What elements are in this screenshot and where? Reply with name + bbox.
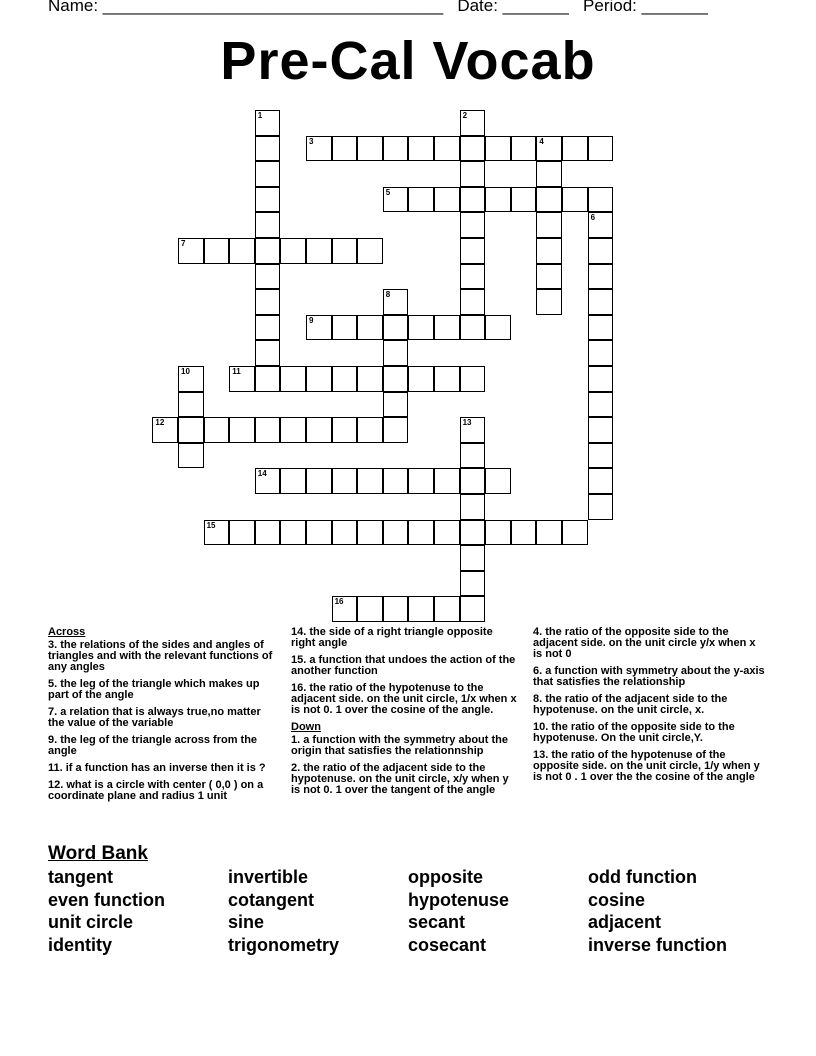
clue-column-3 (533, 627, 767, 789)
grid-cell[interactable] (460, 596, 486, 622)
grid-cell[interactable] (383, 136, 409, 162)
across-clue: 11. if a function has an inverse then it is ? (48, 762, 266, 774)
grid-cell[interactable] (255, 238, 281, 264)
grid-cell[interactable] (588, 315, 614, 341)
across-clue: 3. the relations of the sides and angles of triangles and with the relevant functions of any angles (48, 639, 273, 673)
grid-cell[interactable] (511, 187, 537, 213)
grid-cell[interactable] (460, 443, 486, 469)
grid-cell[interactable] (306, 238, 332, 264)
grid-cell[interactable] (332, 468, 358, 494)
clue-number: 9 (309, 315, 314, 325)
grid-cell[interactable] (588, 494, 614, 520)
page-title: Pre-Cal Vocab (220, 31, 596, 91)
across-clue: 15. a function that undoes the action of the another function (291, 654, 516, 677)
grid-cell[interactable] (178, 392, 204, 418)
clue-number: 4 (539, 136, 544, 146)
grid-cell[interactable] (588, 238, 614, 264)
down-clue: 8. the ratio of the adjacent side to the hypotenuse. on the unit circle, x. (533, 693, 728, 716)
grid-cell[interactable] (255, 315, 281, 341)
grid-cell[interactable] (255, 212, 281, 238)
grid-cell[interactable] (460, 571, 486, 597)
across-clue: 7. a relation that is always true,no matter the value of the variable (48, 706, 261, 729)
grid-cell[interactable] (332, 520, 358, 546)
grid-cell[interactable] (588, 212, 614, 238)
across-clue: 5. the leg of the triangle which makes up part of the angle (48, 678, 260, 701)
grid-cell[interactable] (255, 366, 281, 392)
word-bank-word: unit circle (48, 912, 134, 933)
grid-cell[interactable] (204, 238, 230, 264)
clue-number: 8 (385, 290, 391, 300)
grid-cell[interactable] (383, 468, 409, 494)
across-clue: 14. the side of a right triangle opposite right angle (291, 626, 493, 649)
grid-cell[interactable] (460, 520, 486, 546)
word-bank-word: trigonometry (228, 935, 340, 956)
grid-cell[interactable] (383, 315, 409, 341)
grid-cell[interactable] (255, 264, 281, 290)
grid-cell[interactable] (434, 468, 460, 494)
grid-cell[interactable] (255, 340, 281, 366)
clue-column-1 (48, 627, 276, 808)
clue-number: 3 (309, 136, 314, 146)
grid-cell[interactable] (306, 468, 332, 494)
grid-cell[interactable] (255, 289, 281, 315)
grid-cell[interactable] (485, 520, 511, 546)
grid-cell[interactable] (536, 161, 562, 187)
grid-cell[interactable] (408, 136, 434, 162)
grid-cell[interactable] (485, 187, 511, 213)
header-line: Name: ____________________________________ Date: _______ Period: _______ (48, 0, 708, 15)
word-bank-word: cosine (588, 889, 646, 910)
grid-cell[interactable] (357, 315, 383, 341)
clue-number: 11 (232, 367, 241, 376)
grid-cell[interactable] (460, 264, 486, 290)
grid-cell[interactable] (280, 238, 306, 264)
grid-cell[interactable] (280, 417, 306, 443)
grid-cell[interactable] (485, 468, 511, 494)
grid-cell[interactable] (434, 366, 460, 392)
grid-cell[interactable] (178, 443, 204, 469)
clue-number: 14 (257, 469, 267, 479)
grid-cell[interactable] (408, 187, 434, 213)
grid-cell[interactable] (460, 417, 486, 443)
grid-cell[interactable] (588, 289, 614, 315)
word-bank-word: inverse function (588, 935, 728, 956)
grid-cell[interactable] (460, 366, 486, 392)
grid-cell[interactable] (588, 392, 614, 418)
grid-cell[interactable] (485, 315, 511, 341)
grid-cell[interactable] (536, 212, 562, 238)
grid-cell[interactable] (255, 187, 281, 213)
down-clue: 10. the ratio of the opposite side to the hypotenuse. On the unit circle,Y. (533, 721, 735, 744)
grid-cell[interactable] (152, 417, 178, 443)
grid-cell[interactable] (383, 187, 409, 213)
grid-cell[interactable] (357, 417, 383, 443)
grid-cell[interactable] (383, 340, 409, 366)
grid-cell[interactable] (383, 520, 409, 546)
grid-cell[interactable] (536, 136, 562, 162)
clue-number: 1 (257, 111, 263, 120)
grid-cell[interactable] (460, 315, 486, 341)
grid-cell[interactable] (460, 238, 486, 264)
grid-cell[interactable] (460, 494, 486, 520)
word-bank-word: sine (228, 912, 265, 933)
grid-cell[interactable] (588, 264, 614, 290)
grid-cell[interactable] (306, 520, 332, 546)
grid-cell[interactable] (306, 366, 332, 392)
word-bank-word: hypotenuse (408, 889, 510, 910)
grid-cell[interactable] (357, 238, 383, 264)
grid-cell[interactable] (434, 136, 460, 162)
grid-cell[interactable] (536, 238, 562, 264)
down-clue: 6. a function with symmetry about the y-axis that satisfies the relationship (533, 665, 765, 688)
clue-column-2 (291, 627, 519, 802)
grid-cell[interactable] (434, 187, 460, 213)
clue-number: 12 (155, 418, 165, 428)
grid-cell[interactable] (562, 136, 588, 162)
down-clue: 1. a function with the symmetry about the origin that satisfies the relationnship (291, 734, 508, 757)
grid-cell[interactable] (536, 289, 562, 315)
grid-cell[interactable] (511, 136, 537, 162)
word-bank-word: invertible (228, 867, 309, 887)
clue-number: 5 (385, 187, 391, 197)
grid-cell[interactable] (511, 520, 537, 546)
grid-cell[interactable] (460, 212, 486, 238)
across-heading: Across (48, 626, 86, 638)
grid-cell[interactable] (460, 289, 486, 315)
word-bank-word: tangent (48, 867, 113, 887)
clue-number: 7 (181, 239, 186, 248)
down-heading: Down (291, 721, 321, 733)
grid-cell[interactable] (255, 520, 281, 546)
clue-number: 6 (590, 213, 596, 223)
grid-cell[interactable] (408, 520, 434, 546)
grid-cell[interactable] (408, 596, 434, 622)
grid-cell[interactable] (357, 468, 383, 494)
grid-cell[interactable] (536, 264, 562, 290)
grid-cell[interactable] (408, 315, 434, 341)
grid-cell[interactable] (332, 596, 358, 622)
grid-cell[interactable] (357, 520, 383, 546)
grid-cell[interactable] (588, 136, 614, 162)
grid-cell[interactable] (306, 136, 332, 162)
word-bank-word: odd function (588, 867, 697, 887)
word-bank-word: adjacent (588, 912, 662, 933)
clue-number: 13 (462, 418, 472, 428)
grid-cell[interactable] (255, 161, 281, 187)
across-clue: 12. what is a circle with center ( 0,0 ) on a coordinate plane and radius 1 unit (48, 779, 264, 802)
grid-cell[interactable] (332, 136, 358, 162)
grid-cell[interactable] (357, 136, 383, 162)
grid-cell[interactable] (357, 366, 383, 392)
grid-cell[interactable] (434, 596, 460, 622)
grid-cell[interactable] (178, 366, 204, 392)
across-clue: 9. the leg of the triangle across from the angle (48, 734, 258, 757)
grid-cell[interactable] (332, 315, 358, 341)
grid-cell[interactable] (562, 520, 588, 546)
grid-cell[interactable] (178, 238, 204, 264)
down-clue: 13. the ratio of the hypotenuse of the opposite side. on the unit circle, 1/y when y is not 0 . 1 over the the cosine of the angle (533, 749, 760, 783)
grid-cell[interactable] (460, 187, 486, 213)
grid-cell[interactable] (383, 417, 409, 443)
grid-cell[interactable] (536, 520, 562, 546)
word-bank-title: Word Bank (48, 843, 148, 864)
grid-cell[interactable] (306, 417, 332, 443)
grid-cell[interactable] (383, 289, 409, 315)
grid-cell[interactable] (383, 392, 409, 418)
grid-cell[interactable] (204, 417, 230, 443)
grid-cell[interactable] (255, 468, 281, 494)
grid-cell[interactable] (332, 366, 358, 392)
grid-cell[interactable] (460, 545, 486, 571)
grid-cell[interactable] (357, 596, 383, 622)
word-bank-word: even function (48, 889, 166, 910)
grid-cell[interactable] (383, 596, 409, 622)
clue-number: 16 (334, 597, 344, 607)
grid-cell[interactable] (588, 468, 614, 494)
grid-cell[interactable] (383, 366, 409, 392)
word-bank-word: cosecant (408, 935, 487, 956)
grid-cell[interactable] (434, 315, 460, 341)
word-bank-word: cotangent (228, 889, 315, 910)
grid-cell[interactable] (204, 520, 230, 546)
grid-cell[interactable] (408, 366, 434, 392)
grid-cell[interactable] (588, 443, 614, 469)
grid-cell[interactable] (280, 366, 306, 392)
down-clue: 4. the ratio of the opposite side to the adjacent side. on the unit circle y/x when x is not 0 (533, 626, 756, 660)
grid-cell[interactable] (332, 417, 358, 443)
grid-cell[interactable] (255, 417, 281, 443)
grid-cell[interactable] (332, 238, 358, 264)
grid-cell[interactable] (408, 468, 434, 494)
grid-cell[interactable] (178, 417, 204, 443)
grid-cell[interactable] (588, 366, 614, 392)
word-bank-word: secant (408, 912, 466, 933)
grid-cell[interactable] (460, 161, 486, 187)
grid-cell[interactable] (280, 468, 306, 494)
grid-cell[interactable] (229, 238, 255, 264)
clue-number: 15 (206, 520, 216, 530)
down-clue: 2. the ratio of the adjacent side to the hypotenuse. on the unit circle, x/y when y is not 0. 1 over the tangent of the angle (291, 762, 509, 796)
grid-cell[interactable] (229, 520, 255, 546)
grid-cell[interactable] (460, 136, 486, 162)
grid-cell[interactable] (434, 520, 460, 546)
grid-cell[interactable] (588, 340, 614, 366)
grid-cell[interactable] (536, 187, 562, 213)
across-clue: 16. the ratio of the hypotenuse to the adjacent side. on the unit circle, 1/x when x is not 0. 1 over the cosine of the angle. (291, 682, 517, 716)
clue-number: 2 (462, 111, 468, 120)
grid-cell[interactable] (588, 187, 614, 213)
word-bank-word: opposite (408, 867, 483, 887)
grid-cell[interactable] (280, 520, 306, 546)
word-bank-word: identity (48, 935, 113, 956)
grid-cell[interactable] (485, 136, 511, 162)
grid-cell[interactable] (229, 366, 255, 392)
grid-cell[interactable] (460, 110, 486, 136)
clue-number: 10 (181, 367, 190, 376)
grid-cell[interactable] (229, 417, 255, 443)
grid-cell[interactable] (306, 315, 332, 341)
grid-cell[interactable] (255, 136, 281, 162)
grid-cell[interactable] (460, 468, 486, 494)
grid-cell[interactable] (562, 187, 588, 213)
grid-cell[interactable] (588, 417, 614, 443)
grid-cell[interactable] (255, 110, 281, 136)
